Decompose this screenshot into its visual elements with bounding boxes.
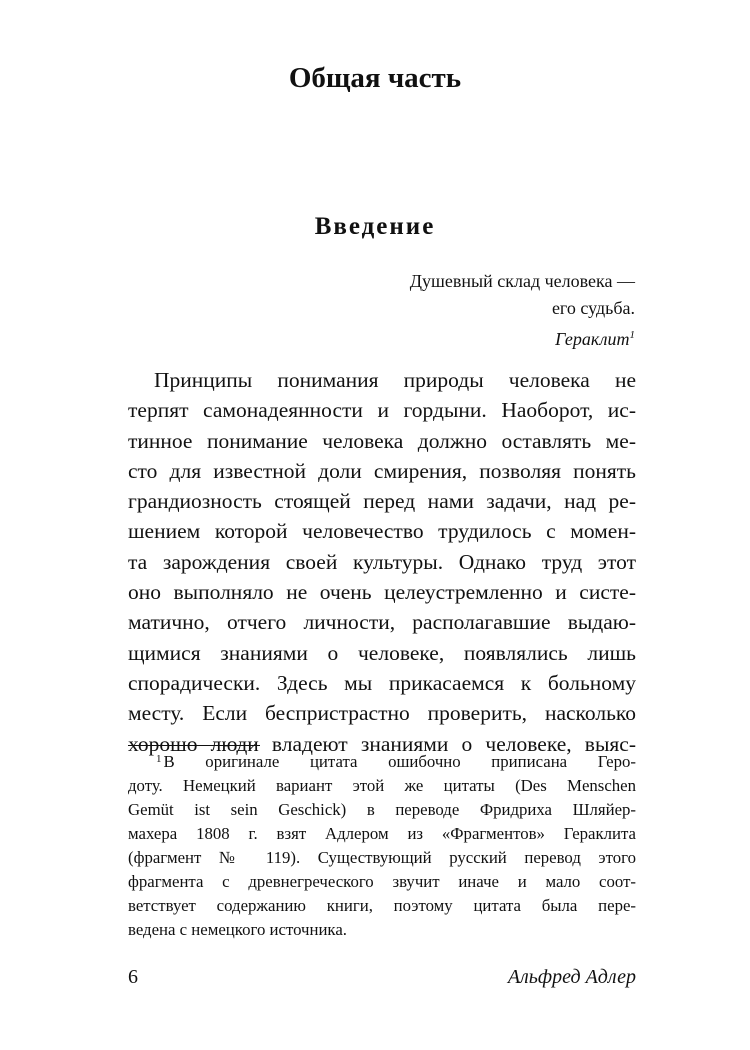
epigraph-author: Гераклит — [555, 329, 630, 349]
epigraph-author-line — [410, 322, 635, 353]
body-line: Принципы понимания природы человека не — [154, 368, 636, 392]
body-line: щимися знаниями о человеке, появлялись лишь — [128, 640, 636, 665]
body-line: месту. Если беспристрастно проверить, насколько — [128, 701, 636, 726]
epigraph-footnote-mark[interactable]: 1 — [629, 329, 635, 341]
footnote-line: Gemüt ist sein Geschick) в переводе Фридриха Шляйер- — [128, 800, 636, 819]
body-line: матично, отчего личности, располагавшие выдаю- — [128, 610, 636, 635]
page-number: 6 — [128, 966, 138, 988]
body-line: терпят самонадеянности и гордыни. Наоборот, ис- — [128, 398, 636, 423]
body-paragraph — [128, 365, 636, 759]
body-line: шением которой человечество трудилось с момен- — [128, 519, 636, 544]
epigraph-line-1: Душевный склад человека — — [409, 271, 635, 291]
body-line: хорошо люди владеют знаниями о человеке, выяс- — [128, 731, 636, 756]
epigraph-line-2: его судьба. — [551, 298, 635, 318]
footnote-line: доту. Немецкий вариант этой же цитаты (Des Menschen — [128, 776, 636, 795]
footnote-line: фрагмента с древнегреческого звучит иначе и мало соот- — [128, 872, 636, 891]
footnote-line: ветствует содержанию книги, поэтому цитата была пере- — [128, 896, 636, 915]
body-line: сто для известной доли смирения, позволяя понять — [128, 458, 636, 483]
footnote-divider — [128, 745, 260, 746]
footnote — [128, 750, 636, 942]
footnote-line: (фрагмент № 119). Существующий русский перевод этого — [128, 848, 636, 867]
running-footer-author: Альфред Адлер — [507, 966, 636, 988]
chapter-title: Введение — [314, 213, 436, 240]
footnote-line: махера 1808 г. взят Адлером из «Фрагментов» Гераклита — [128, 824, 636, 843]
footnote-line — [128, 750, 636, 774]
body-line: оно выполняло не очень целеустремленно и систе- — [128, 580, 636, 605]
epigraph — [410, 268, 635, 353]
footnote-mark: 1 — [156, 753, 162, 765]
footnote-line: ведена с немецкого источника. — [128, 920, 347, 939]
footnote-text: В оригинале цитата ошибочно приписана Геро- — [163, 752, 636, 771]
body-line: та зарождения своей культуры. Однако труд этот — [128, 549, 636, 574]
body-line: спорадически. Здесь мы прикасаемся к больному — [128, 670, 636, 695]
body-line: грандиозность стоящей перед нами задачи, над ре- — [128, 489, 636, 514]
body-line: тинное понимание человека должно оставлять ме- — [128, 428, 636, 453]
part-title: Общая часть — [288, 62, 462, 94]
